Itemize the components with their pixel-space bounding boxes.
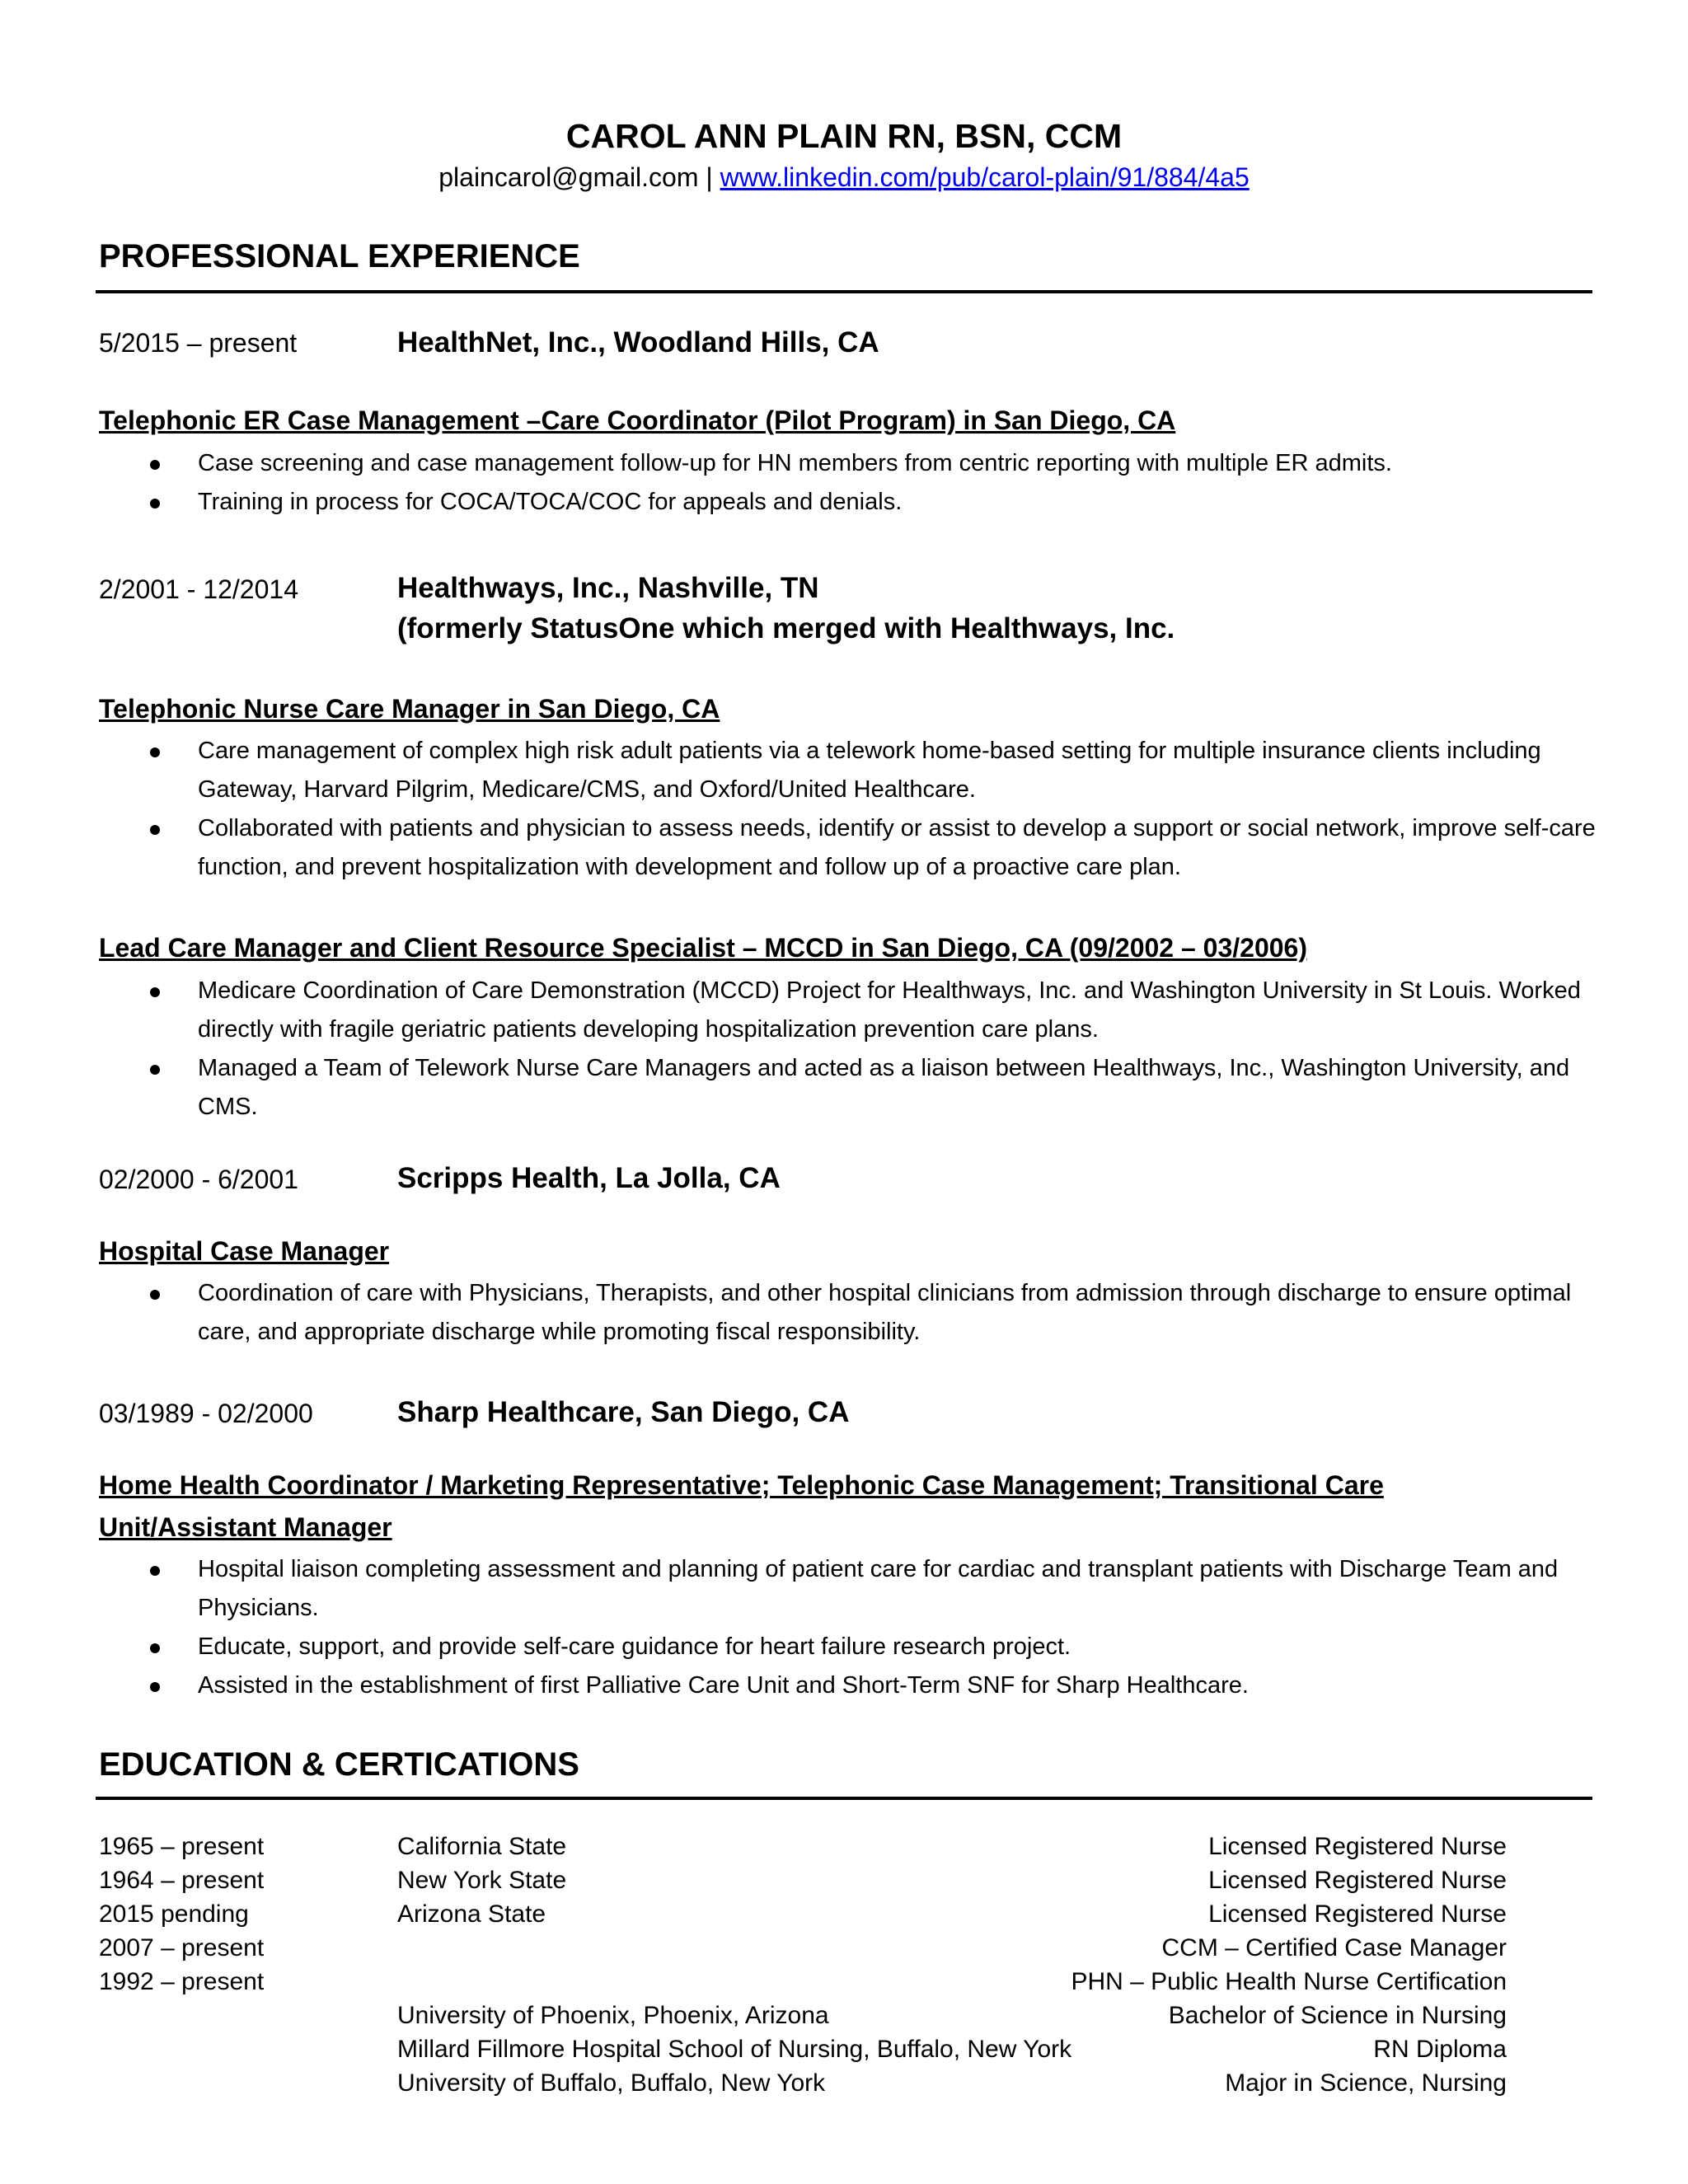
bullet-dot-icon: [150, 1682, 160, 1692]
linkedin-link[interactable]: www.linkedin.com/pub/carol-plain/91/884/4a5: [720, 162, 1250, 192]
education-credential: Bachelor of Science in Nursing: [1168, 2002, 1507, 2029]
education-credential: RN Diploma: [1373, 2036, 1507, 2063]
education-section-title: EDUCATION & CERTICATIONS: [99, 1746, 579, 1783]
role-title: Hospital Case Manager: [99, 1236, 390, 1266]
experience-section-title: PROFESSIONAL EXPERIENCE: [99, 238, 580, 274]
bullet-dot-icon: [150, 1566, 160, 1576]
role-title: Home Health Coordinator / Marketing Representative; Telephonic Case Management; Transitional Care: [99, 1470, 1384, 1500]
bullet-item: Coordination of care with Physicians, Therapists, and other hospital clinicians from admission through discharge to ensure optimal care, and appropriate discharge while promoting fiscal responsibility.: [0, 1274, 1599, 1352]
education-credential: Licensed Registered Nurse: [1208, 1867, 1507, 1894]
bullet-item: Hospital liaison completing assessment and planning of patient care for cardiac and transplant patients with Discharge Team and Physicians.: [0, 1550, 1599, 1628]
education-row: [0, 1863, 1688, 1897]
bullet-item: Collaborated with patients and physician to assess needs, identify or assist to develop a support or social network, improve self-care function, and prevent hospitalization with development and follow up of a proactive care plan.: [0, 809, 1599, 887]
role-bullets: [0, 732, 1599, 887]
bullet-item: Medicare Coordination of Care Demonstration (MCCD) Project for Healthways, Inc. and Washington University in St Louis. Worked directly with fragile geriatric patients developing hospitalization prevention care plans.: [0, 972, 1599, 1049]
education-institution: Arizona State: [397, 1900, 546, 1928]
bullet-dot-icon: [150, 1065, 160, 1075]
education-credential: Major in Science, Nursing: [1225, 2069, 1507, 2097]
job-employer: Healthways, Inc., Nashville, TN: [397, 572, 819, 604]
section-divider: [96, 290, 1592, 293]
education-row: [0, 1999, 1688, 2032]
job-date: 03/1989 - 02/2000: [99, 1399, 313, 1428]
bullet-item: Educate, support, and provide self-care guidance for heart failure research project.: [0, 1628, 1599, 1666]
education-row: [0, 1931, 1688, 1965]
bullet-dot-icon: [150, 987, 160, 997]
contact-separator: |: [698, 162, 720, 192]
education-date: 1965 – present: [99, 1833, 265, 1860]
bullet-dot-icon: [150, 460, 160, 470]
education-row: [0, 1897, 1688, 1931]
job-date: 02/2000 - 6/2001: [99, 1165, 298, 1194]
bullet-item: Managed a Team of Telework Nurse Care Managers and acted as a liaison between Healthways, Inc., Washington University, and CMS.: [0, 1049, 1599, 1127]
role-title-continued: Unit/Assistant Manager: [99, 1512, 392, 1542]
role-bullets: [0, 1550, 1599, 1705]
bullet-item: Case screening and case management follow-up for HN members from centric reporting with multiple ER admits.: [0, 444, 1599, 483]
job-employer: Scripps Health, La Jolla, CA: [397, 1162, 781, 1194]
education-row: [0, 2032, 1688, 2066]
bullet-item: Assisted in the establishment of first Palliative Care Unit and Short-Term SNF for Sharp Healthcare.: [0, 1666, 1599, 1705]
education-date: 2015 pending: [99, 1900, 249, 1928]
education-credential: Licensed Registered Nurse: [1208, 1833, 1507, 1860]
role-title: Lead Care Manager and Client Resource Specialist – MCCD in San Diego, CA (09/2002 – 03/2006): [99, 933, 1307, 963]
job-date: 5/2015 – present: [99, 328, 298, 358]
role-bullets: [0, 972, 1599, 1127]
education-institution: University of Buffalo, Buffalo, New York: [397, 2069, 826, 2097]
bullet-item: Care management of complex high risk adult patients via a telework home-based setting for multiple insurance clients including Gateway, Harvard Pilgrim, Medicare/CMS, and Oxford/United Healthcare.: [0, 732, 1599, 809]
job-date: 2/2001 - 12/2014: [99, 574, 298, 604]
education-credential: Licensed Registered Nurse: [1208, 1900, 1507, 1928]
education-credential: CCM – Certified Case Manager: [1161, 1934, 1507, 1961]
role-title: Telephonic Nurse Care Manager in San Diego, CA: [99, 694, 720, 724]
bullet-dot-icon: [150, 748, 160, 757]
education-date: 1964 – present: [99, 1867, 265, 1894]
job-employer: HealthNet, Inc., Woodland Hills, CA: [397, 326, 879, 359]
candidate-name: CAROL ANN PLAIN RN, BSN, CCM: [565, 117, 1123, 155]
bullet-dot-icon: [150, 1643, 160, 1653]
education-row: [0, 2066, 1688, 2100]
education-institution: University of Phoenix, Phoenix, Arizona: [397, 2002, 829, 2029]
education-institution: California State: [397, 1833, 567, 1860]
role-bullets: [0, 1274, 1599, 1352]
bullet-item: Training in process for COCA/TOCA/COC for appeals and denials.: [0, 483, 1599, 522]
role-bullets: [0, 444, 1599, 522]
email-address: plaincarol@gmail.com: [438, 162, 699, 192]
education-row: [0, 1965, 1688, 1999]
job-employer-note: (formerly StatusOne which merged with Healthways, Inc.: [397, 612, 1175, 644]
section-divider: [96, 1797, 1592, 1800]
education-row: [0, 1830, 1688, 1863]
bullet-dot-icon: [150, 825, 160, 835]
bullet-dot-icon: [150, 1290, 160, 1300]
contact-line: [0, 160, 1688, 194]
education-institution: New York State: [397, 1867, 567, 1894]
education-date: 2007 – present: [99, 1934, 265, 1961]
bullet-dot-icon: [150, 499, 160, 509]
job-employer: Sharp Healthcare, San Diego, CA: [397, 1396, 850, 1428]
education-institution: Millard Fillmore Hospital School of Nursing, Buffalo, New York: [397, 2036, 1072, 2063]
role-title: Telephonic ER Case Management –Care Coordinator (Pilot Program) in San Diego, CA: [99, 405, 1176, 435]
education-date: 1992 – present: [99, 1968, 265, 1995]
education-credential: PHN – Public Health Nurse Certification: [1071, 1968, 1507, 1995]
